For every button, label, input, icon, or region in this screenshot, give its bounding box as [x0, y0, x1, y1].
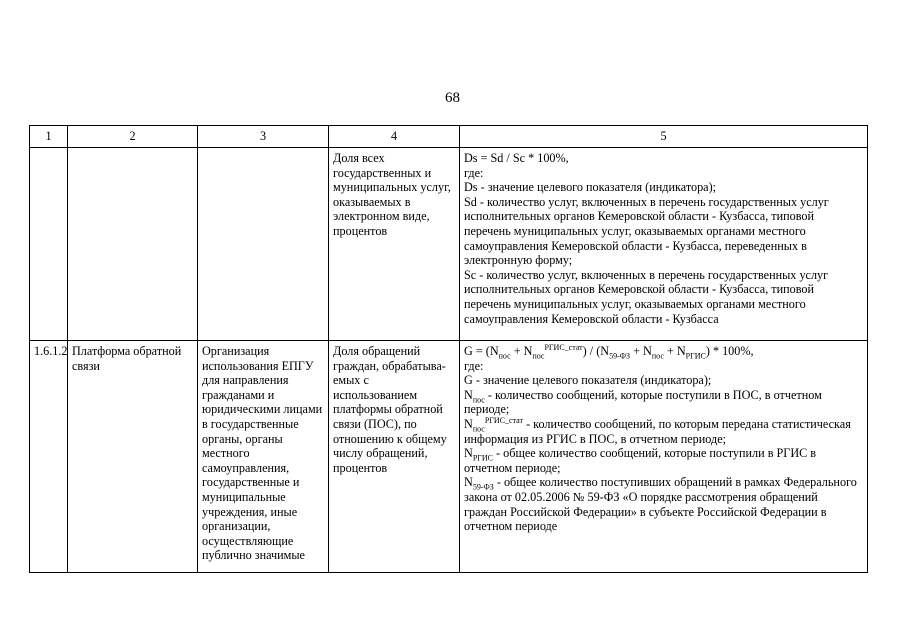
row-executor-cell	[198, 148, 329, 341]
column-header-3: 3	[198, 126, 329, 148]
row-indicator-cell: Доля обращений граждан, обрабатыва-емых с использованием платформы обратной связи (ПОС), по отношению к общему числу обращений, процентов	[329, 341, 460, 573]
row-name-cell	[68, 148, 198, 341]
row-formula-cell	[460, 341, 868, 573]
formula-definition: G - значение целевого показателя (индикатора);	[464, 373, 712, 388]
formula-definition: $N_{пос}$ - количество сообщений, которые поступили в ПОС, в отчетном периоде;	[464, 387, 822, 417]
formula-definition: Ds - значение целевого показателя (индикатора);	[464, 180, 717, 195]
table-row	[30, 341, 868, 573]
formula-main: $G = (N_{пос} + N_{пос}^{РГИС\_стат}) / (N_{59-ФЗ} + N_{пос} + N_{РГИС}) * 100\%$,	[464, 342, 754, 361]
row-indicator-cell: Доля всех государственных и муниципальных услуг, оказываемых в электронном виде, процентов	[329, 148, 460, 341]
table-row	[30, 148, 868, 341]
table-header-row	[30, 126, 868, 148]
column-header-2: 2	[68, 126, 198, 148]
row-formula-cell	[460, 148, 868, 341]
formula-definition: $N_{59-ФЗ}$ - общее количество поступивших обращений в рамках Федерального закона от 02.05.2006 № 59-ФЗ «О порядке рассмотрения обращений граждан Российской Федерации» в субъекте Российской Федерации в отчетном периоде	[464, 475, 857, 534]
page-number: 68	[445, 90, 460, 106]
formula-definition: $N_{РГИС}$ - общее количество сообщений, которые поступили в РГИС в отчетном периоде;	[464, 446, 817, 475]
formula-definition: $N_{пос}^{РГИС\_стат}$ - количество сообщений, по которым передана статистическая информация из РГИС в ПОС, в отчетном периоде;	[464, 415, 851, 446]
formula-main: Ds = Sd / Sc * 100%,	[464, 151, 569, 165]
formula-where: где:	[464, 358, 484, 373]
column-header-1: 1	[30, 126, 68, 148]
row-number-cell: 1.6.1.2	[30, 341, 68, 573]
column-header-5: 5	[460, 126, 868, 148]
formula-definition: Sd - количество услуг, включенных в перечень государственных услуг исполнительных органов Кемеровской области - Кузбасса, типовой перечень муниципальных услуг, оказываемых органами местного самоуправления Кемеровской области - Кузбасса, переведенных в электронную форму;	[464, 194, 829, 268]
formula-where: где:	[464, 165, 484, 180]
formula-definition: Sc - количество услуг, включенных в перечень государственных услуг исполнительных органов Кемеровской области - Кузбасса, типовой перечень муниципальных услуг, оказываемых органами местного самоуправления Кемеровской области - Кузбасса	[464, 267, 829, 326]
row-executor-cell: Организация использования ЕПГУ для направления гражданами и юридическими лицами в государственные органы, органы местного самоуправления, государственные и муниципальные учреждения, иные организации, осуществляющие публично значимые	[198, 341, 329, 573]
column-header-4: 4	[329, 126, 460, 148]
row-number-cell	[30, 148, 68, 341]
row-name-cell: Платформа обратной связи	[68, 341, 198, 573]
indicators-table	[29, 125, 868, 573]
